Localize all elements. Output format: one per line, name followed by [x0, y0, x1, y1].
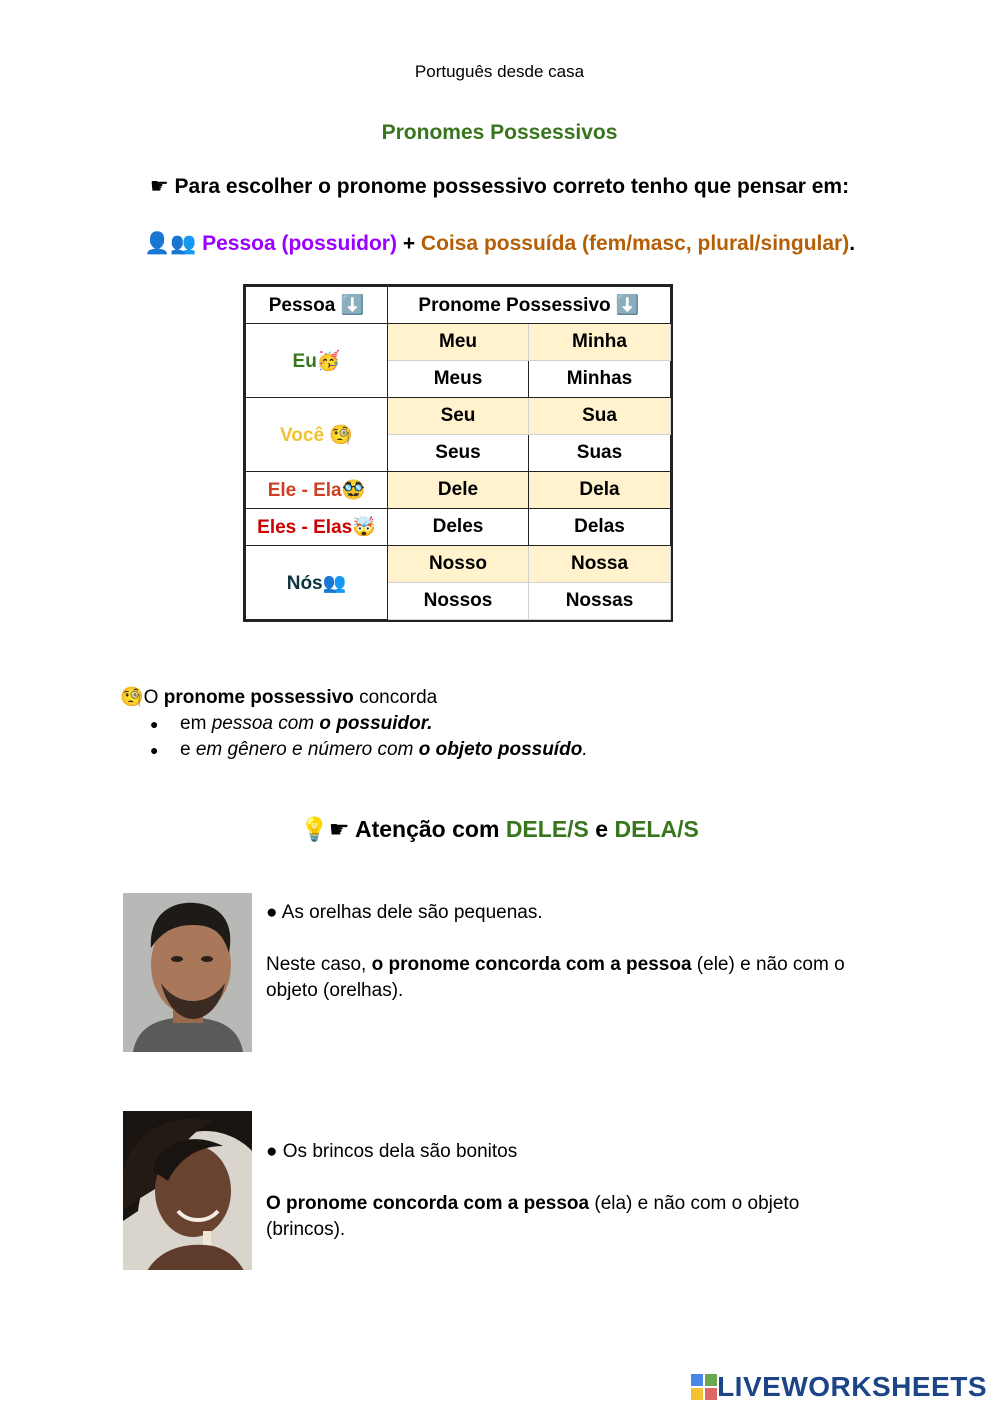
pronoun-cell: Seus	[388, 435, 529, 472]
notes-bullet: ● e em gênero e número com o objeto possuído.	[180, 737, 588, 763]
formula-possessed: Coisa possuída (fem/masc, plural/singular)	[420, 232, 850, 255]
pronoun-cell: Minha	[529, 324, 671, 361]
formula-line	[0, 231, 999, 256]
person-eu: Eu🥳	[246, 324, 388, 398]
pronoun-cell: Suas	[529, 435, 671, 472]
pronoun-cell: Minhas	[529, 361, 671, 398]
intro-text: ☛ Para escolher o pronome possessivo correto tenho que pensar em:	[149, 175, 850, 198]
agreement-notes	[120, 684, 588, 763]
pronoun-cell: Delas	[529, 509, 671, 546]
page-title: Pronomes Possessivos	[381, 121, 618, 144]
person-voce: Você 🧐	[246, 398, 388, 472]
example-dela	[266, 1139, 866, 1269]
person-eles-elas: Eles - Elas🤯	[246, 509, 388, 546]
pronoun-cell: Nosso	[388, 546, 529, 583]
pronoun-cell: Meu	[388, 324, 529, 361]
notes-lead: 🧐O pronome possessivo concorda	[120, 686, 438, 708]
monocle-icon: 🧐	[120, 686, 144, 708]
woman-photo	[123, 1111, 252, 1270]
pronoun-cell: Nossas	[529, 583, 671, 620]
pronoun-cell: Meus	[388, 361, 529, 398]
pronoun-cell: Seu	[388, 398, 529, 435]
logo-icon	[691, 1374, 717, 1400]
example-sentence: ● As orelhas dele são pequenas.	[266, 902, 543, 923]
header-pronoun: Pronome Possessivo ⬇️	[388, 287, 671, 324]
page-header: Português desde casa	[414, 62, 585, 81]
formula-plus: +	[396, 232, 421, 255]
notes-bullet: ● em pessoa com o possuidor.	[180, 711, 588, 737]
formula-possessor: Pessoa (possuidor)	[202, 232, 397, 255]
man-photo	[123, 893, 252, 1052]
person-icons: 👤👥	[143, 231, 197, 255]
person-ele-ela: Ele - Ela🥸	[246, 472, 388, 509]
example-sentence: ● Os brincos dela são bonitos	[266, 1141, 518, 1162]
pronoun-cell: Sua	[529, 398, 671, 435]
attention-heading: 💡☛ Atenção com DELE/S e DELA/S	[300, 816, 699, 843]
pronoun-cell: Deles	[388, 509, 529, 546]
pronoun-cell: Nossos	[388, 583, 529, 620]
header-person: Pessoa ⬇️	[246, 287, 388, 324]
example-explanation: Neste caso, o pronome concorda com a pessoa (ele) e não com o objeto (orelhas).	[266, 954, 845, 1001]
example-dele	[266, 900, 866, 1030]
brand-name: LIVEWORKSHEETS	[717, 1371, 987, 1402]
pronoun-cell: Nossa	[529, 546, 671, 583]
liveworksheets-logo	[691, 1372, 987, 1402]
example-explanation: O pronome concorda com a pessoa (ela) e não com o objeto (brincos).	[266, 1193, 800, 1240]
pronoun-cell: Dele	[388, 472, 529, 509]
pronoun-cell: Dela	[529, 472, 671, 509]
formula-end: .	[849, 232, 856, 255]
person-nos: Nós👥	[246, 546, 388, 620]
pronoun-table	[245, 286, 671, 620]
lightbulb-icon: 💡☛	[300, 817, 350, 843]
